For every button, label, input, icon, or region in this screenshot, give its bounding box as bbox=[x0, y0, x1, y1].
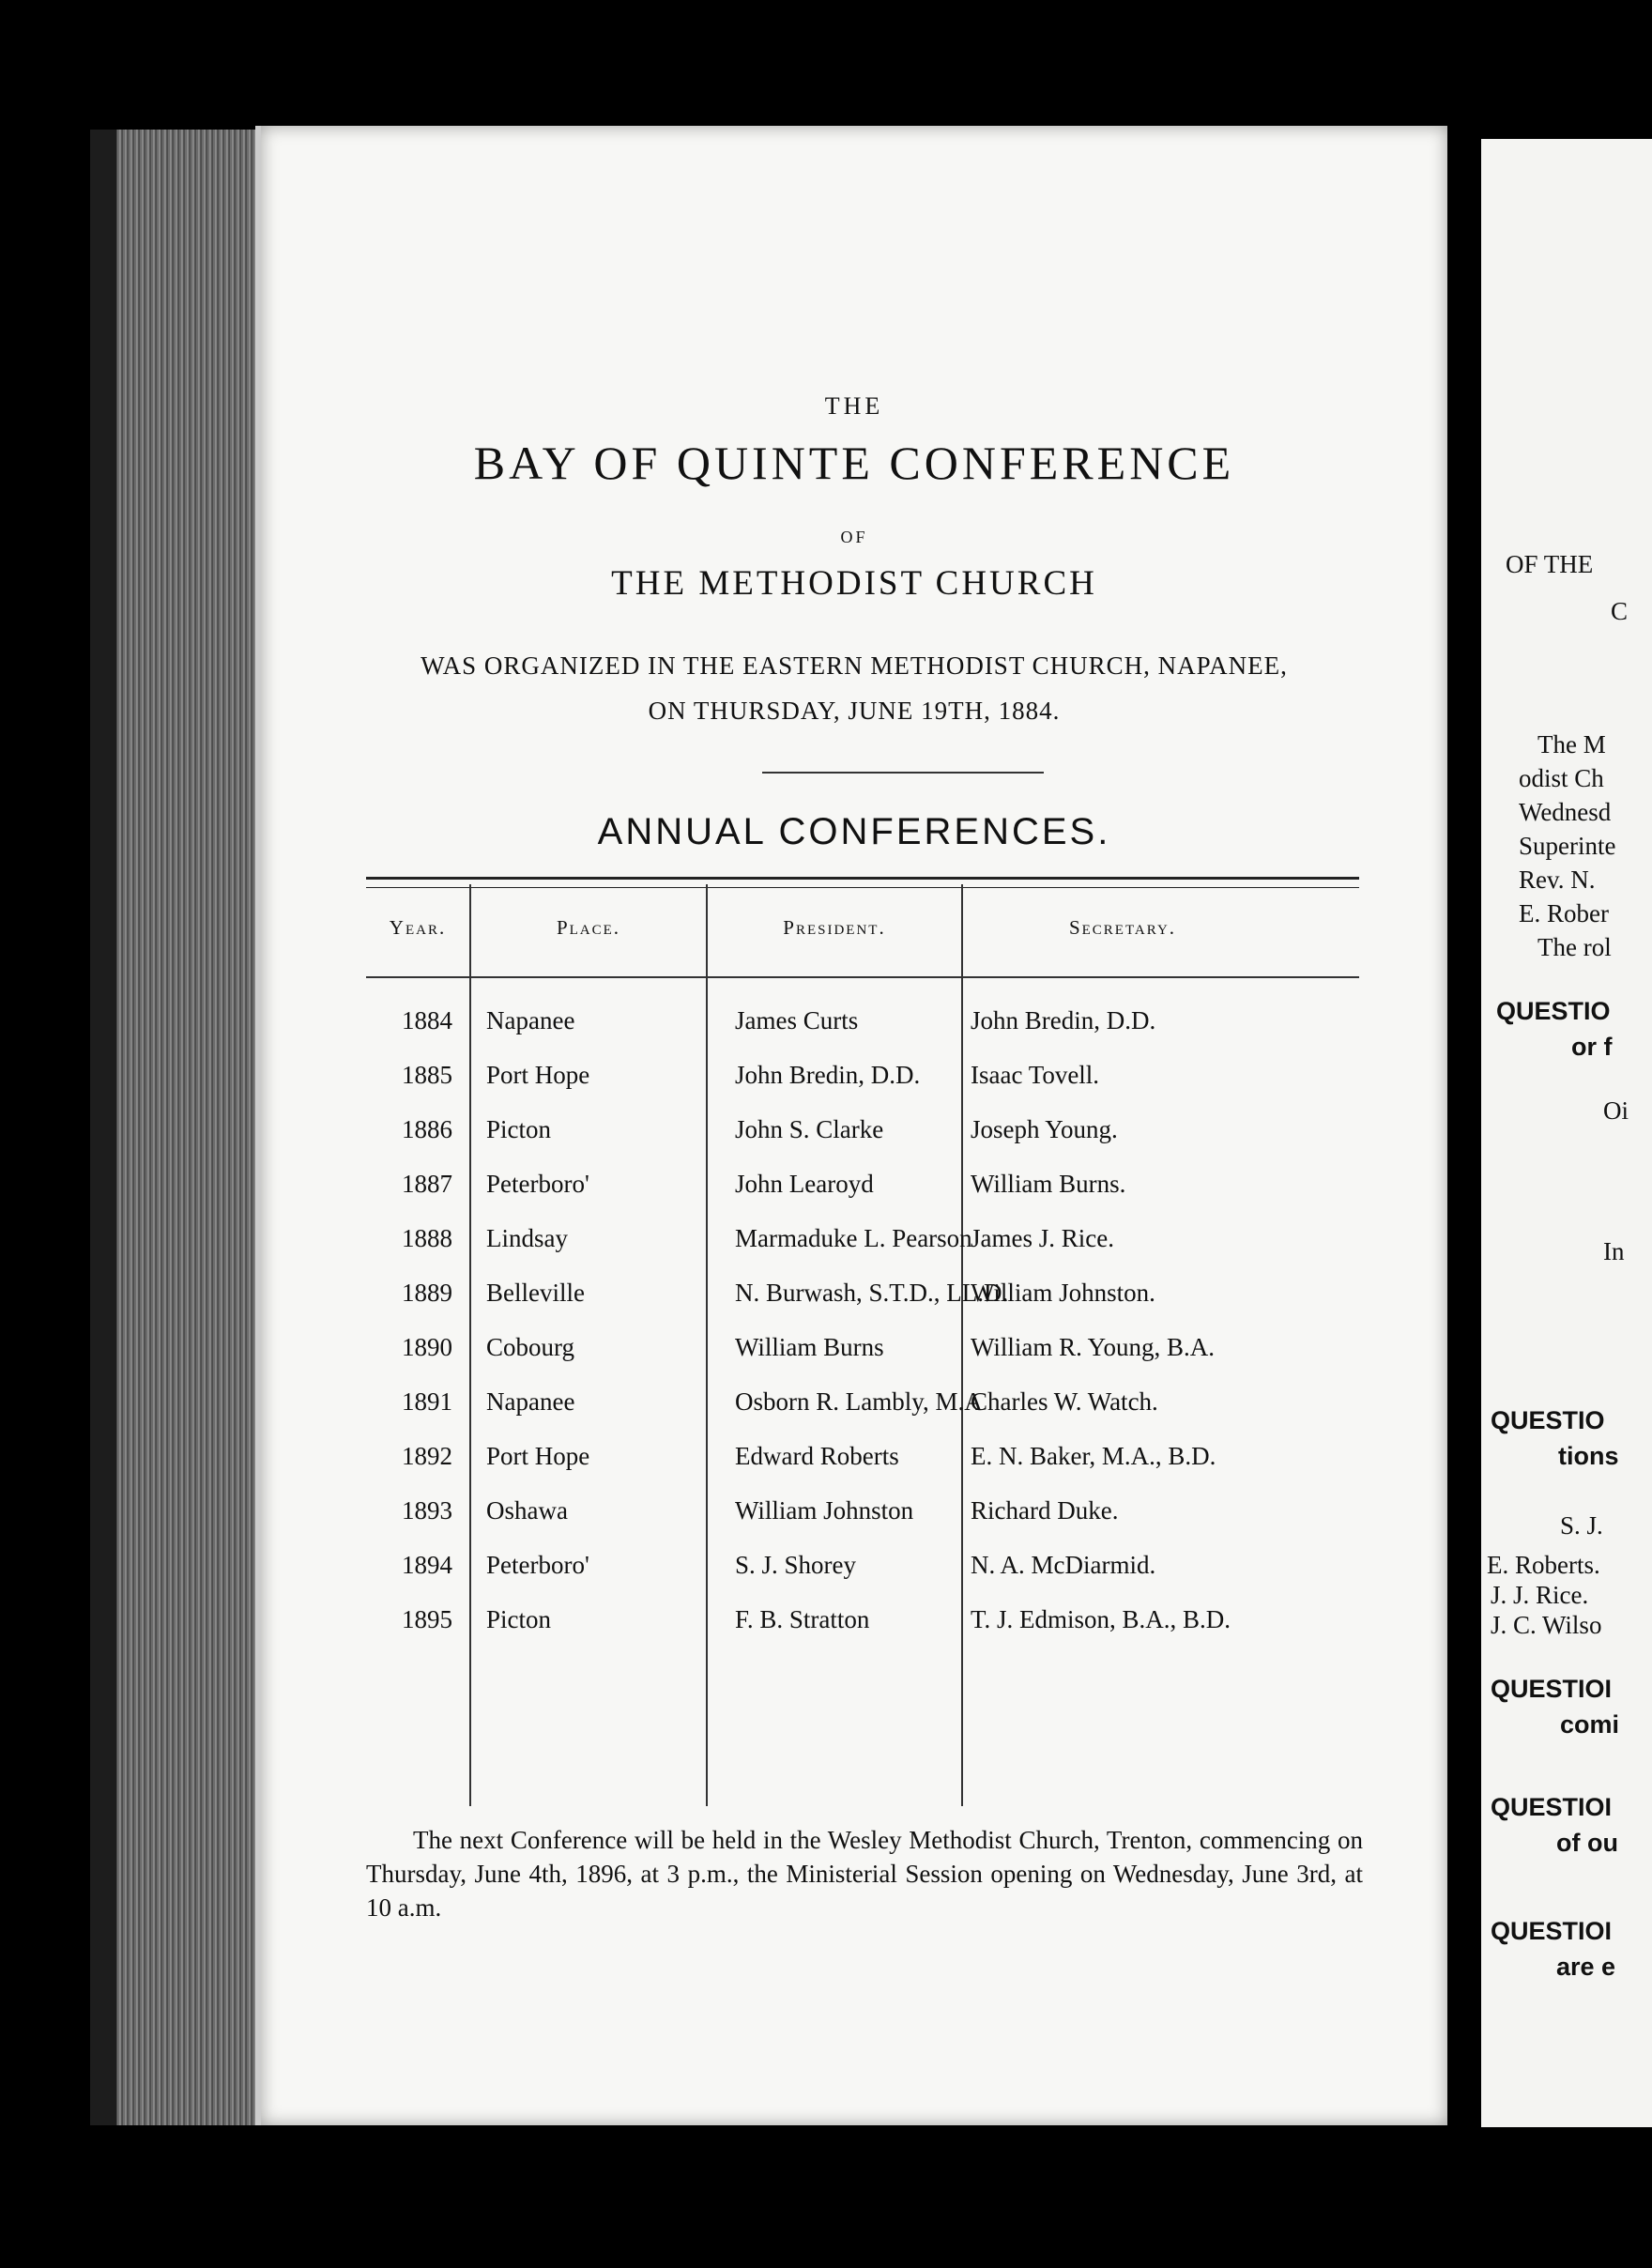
secretary-cell: William Johnston. bbox=[971, 1279, 1155, 1307]
text-fragment: Wednesd bbox=[1519, 798, 1612, 826]
place-cell: Picton bbox=[486, 1605, 552, 1633]
secretary-cell: Joseph Young. bbox=[971, 1115, 1118, 1143]
year-cell: 1893 bbox=[402, 1496, 452, 1525]
book-spine-shadow bbox=[90, 130, 116, 2125]
year-cell: 1895 bbox=[402, 1605, 452, 1633]
place-cell: Peterboro' bbox=[486, 1551, 589, 1579]
secretary-cell: James J. Rice. bbox=[971, 1224, 1114, 1252]
year-cell: 1886 bbox=[402, 1115, 452, 1143]
table-row bbox=[366, 1102, 1359, 1157]
text-fragment: In bbox=[1603, 1237, 1625, 1265]
organized-date: ON THURSDAY, JUNE 19TH, 1884. bbox=[648, 697, 1061, 725]
table-row bbox=[366, 1592, 1359, 1647]
president-cell: Osborn R. Lambly, M.A bbox=[735, 1387, 983, 1416]
place-cell: Picton bbox=[486, 1115, 552, 1143]
secretary-cell: Charles W. Watch. bbox=[971, 1387, 1158, 1416]
secretary-cell: John Bredin, D.D. bbox=[971, 1006, 1156, 1034]
place-cell: Port Hope bbox=[486, 1061, 590, 1089]
question-heading-fragment: tions bbox=[1558, 1442, 1619, 1470]
table-row bbox=[366, 993, 1359, 1048]
question-heading-fragment: of ou bbox=[1556, 1829, 1618, 1857]
table-row bbox=[366, 1157, 1359, 1211]
table-row bbox=[366, 1211, 1359, 1265]
president-cell: William Burns bbox=[735, 1333, 884, 1361]
secretary-cell: William Burns. bbox=[971, 1170, 1126, 1198]
secretary-cell: Isaac Tovell. bbox=[971, 1061, 1100, 1089]
question-heading-fragment: comi bbox=[1560, 1710, 1620, 1739]
table-top-rule bbox=[366, 877, 1359, 888]
president-cell: John Bredin, D.D. bbox=[735, 1061, 921, 1089]
heading-the: THE bbox=[824, 392, 884, 420]
church-title: THE METHODIST CHURCH bbox=[611, 564, 1097, 603]
text-fragment: odist Ch bbox=[1519, 764, 1604, 792]
next-conference-note bbox=[366, 1823, 1363, 1924]
president-cell: James Curts bbox=[735, 1006, 859, 1034]
table-row bbox=[366, 1483, 1359, 1538]
table-row bbox=[366, 1538, 1359, 1592]
question-heading-fragment: are e bbox=[1556, 1953, 1616, 1981]
question-heading-fragment: QUESTIO bbox=[1491, 1406, 1605, 1434]
president-cell: John S. Clarke bbox=[735, 1115, 884, 1143]
place-cell: Napanee bbox=[486, 1006, 575, 1034]
president-cell: S. J. Shorey bbox=[735, 1551, 857, 1579]
secretary-cell: N. A. McDiarmid. bbox=[971, 1551, 1156, 1579]
table-row bbox=[366, 1374, 1359, 1429]
section-title: ANNUAL CONFERENCES. bbox=[597, 811, 1111, 852]
table-header bbox=[366, 888, 1359, 978]
heading-of: OF bbox=[840, 528, 868, 546]
year-cell: 1890 bbox=[402, 1333, 452, 1361]
president-cell: John Learoyd bbox=[735, 1170, 874, 1198]
year-cell: 1891 bbox=[402, 1387, 452, 1416]
next-conference-text: The next Conference will be held in the Wesley Methodist Church, Trenton, commencing on Thursday, June 4th, 1896, at 3 p.m., the Ministerial Session opening on Wednesday, June 3rd, at 10 a.m. bbox=[366, 1826, 1363, 1922]
conference-title: BAY OF QUINTE CONFERENCE bbox=[473, 437, 1235, 489]
table-body bbox=[366, 993, 1359, 1647]
text-fragment: Rev. N. bbox=[1519, 866, 1596, 894]
year-cell: 1885 bbox=[402, 1061, 452, 1089]
secretary-cell: T. J. Edmison, B.A., B.D. bbox=[971, 1605, 1231, 1633]
place-cell: Oshawa bbox=[486, 1496, 568, 1525]
question-heading-fragment: QUESTIO bbox=[1496, 997, 1611, 1025]
president-cell: William Johnston bbox=[735, 1496, 914, 1525]
text-fragment: The M bbox=[1537, 730, 1606, 759]
place-cell: Cobourg bbox=[486, 1333, 575, 1361]
year-cell: 1892 bbox=[402, 1442, 452, 1470]
place-cell: Napanee bbox=[486, 1387, 575, 1416]
right-page-fragment bbox=[1481, 139, 1652, 2127]
secretary-cell: Richard Duke. bbox=[971, 1496, 1119, 1525]
president-cell: F. B. Stratton bbox=[735, 1605, 870, 1633]
place-cell: Belleville bbox=[486, 1279, 585, 1307]
table-row bbox=[366, 1048, 1359, 1102]
left-page bbox=[255, 126, 1447, 2125]
text-fragment: OF THE bbox=[1506, 550, 1594, 578]
text-fragment: Superinte bbox=[1519, 832, 1616, 860]
place-cell: Port Hope bbox=[486, 1442, 590, 1470]
secretary-cell: E. N. Baker, M.A., B.D. bbox=[971, 1442, 1216, 1470]
text-fragment: E. Roberts. bbox=[1487, 1551, 1600, 1579]
text-fragment: J. J. Rice. bbox=[1491, 1581, 1589, 1609]
text-fragment: The rol bbox=[1537, 933, 1612, 961]
col-year-header: Year. bbox=[389, 916, 447, 939]
text-fragment: C bbox=[1611, 597, 1629, 625]
question-heading-fragment: QUESTIOI bbox=[1491, 1675, 1613, 1703]
text-fragment: J. C. Wilso bbox=[1491, 1611, 1602, 1639]
question-heading-fragment: or f bbox=[1571, 1033, 1613, 1061]
table-row bbox=[366, 1320, 1359, 1374]
year-cell: 1889 bbox=[402, 1279, 452, 1307]
col-president-header: President. bbox=[783, 916, 886, 939]
president-cell: N. Burwash, S.T.D., LL.D. bbox=[735, 1279, 1009, 1307]
table-row bbox=[366, 1265, 1359, 1320]
year-cell: 1894 bbox=[402, 1551, 452, 1579]
table-row bbox=[366, 1429, 1359, 1483]
president-cell: Marmaduke L. Pearson bbox=[735, 1224, 972, 1252]
place-cell: Peterboro' bbox=[486, 1170, 589, 1198]
text-fragment: S. J. bbox=[1560, 1511, 1603, 1540]
place-cell: Lindsay bbox=[486, 1224, 568, 1252]
year-cell: 1887 bbox=[402, 1170, 452, 1198]
divider bbox=[762, 772, 1044, 774]
col-secretary-header: Secretary. bbox=[1068, 916, 1177, 939]
president-cell: Edward Roberts bbox=[735, 1442, 899, 1470]
year-cell: 1884 bbox=[402, 1006, 452, 1034]
col-place-header: Place. bbox=[556, 916, 621, 939]
text-fragment: Oi bbox=[1603, 1096, 1629, 1125]
question-heading-fragment: QUESTIOI bbox=[1491, 1917, 1613, 1945]
organized-line: WAS ORGANIZED IN THE EASTERN METHODIST CHURCH, NAPANEE, bbox=[421, 651, 1288, 680]
text-fragment: E. Rober bbox=[1519, 899, 1609, 927]
question-heading-fragment: QUESTIOI bbox=[1491, 1793, 1613, 1821]
secretary-cell: William R. Young, B.A. bbox=[971, 1333, 1215, 1361]
conferences-table bbox=[366, 877, 1359, 1647]
year-cell: 1888 bbox=[402, 1224, 452, 1252]
